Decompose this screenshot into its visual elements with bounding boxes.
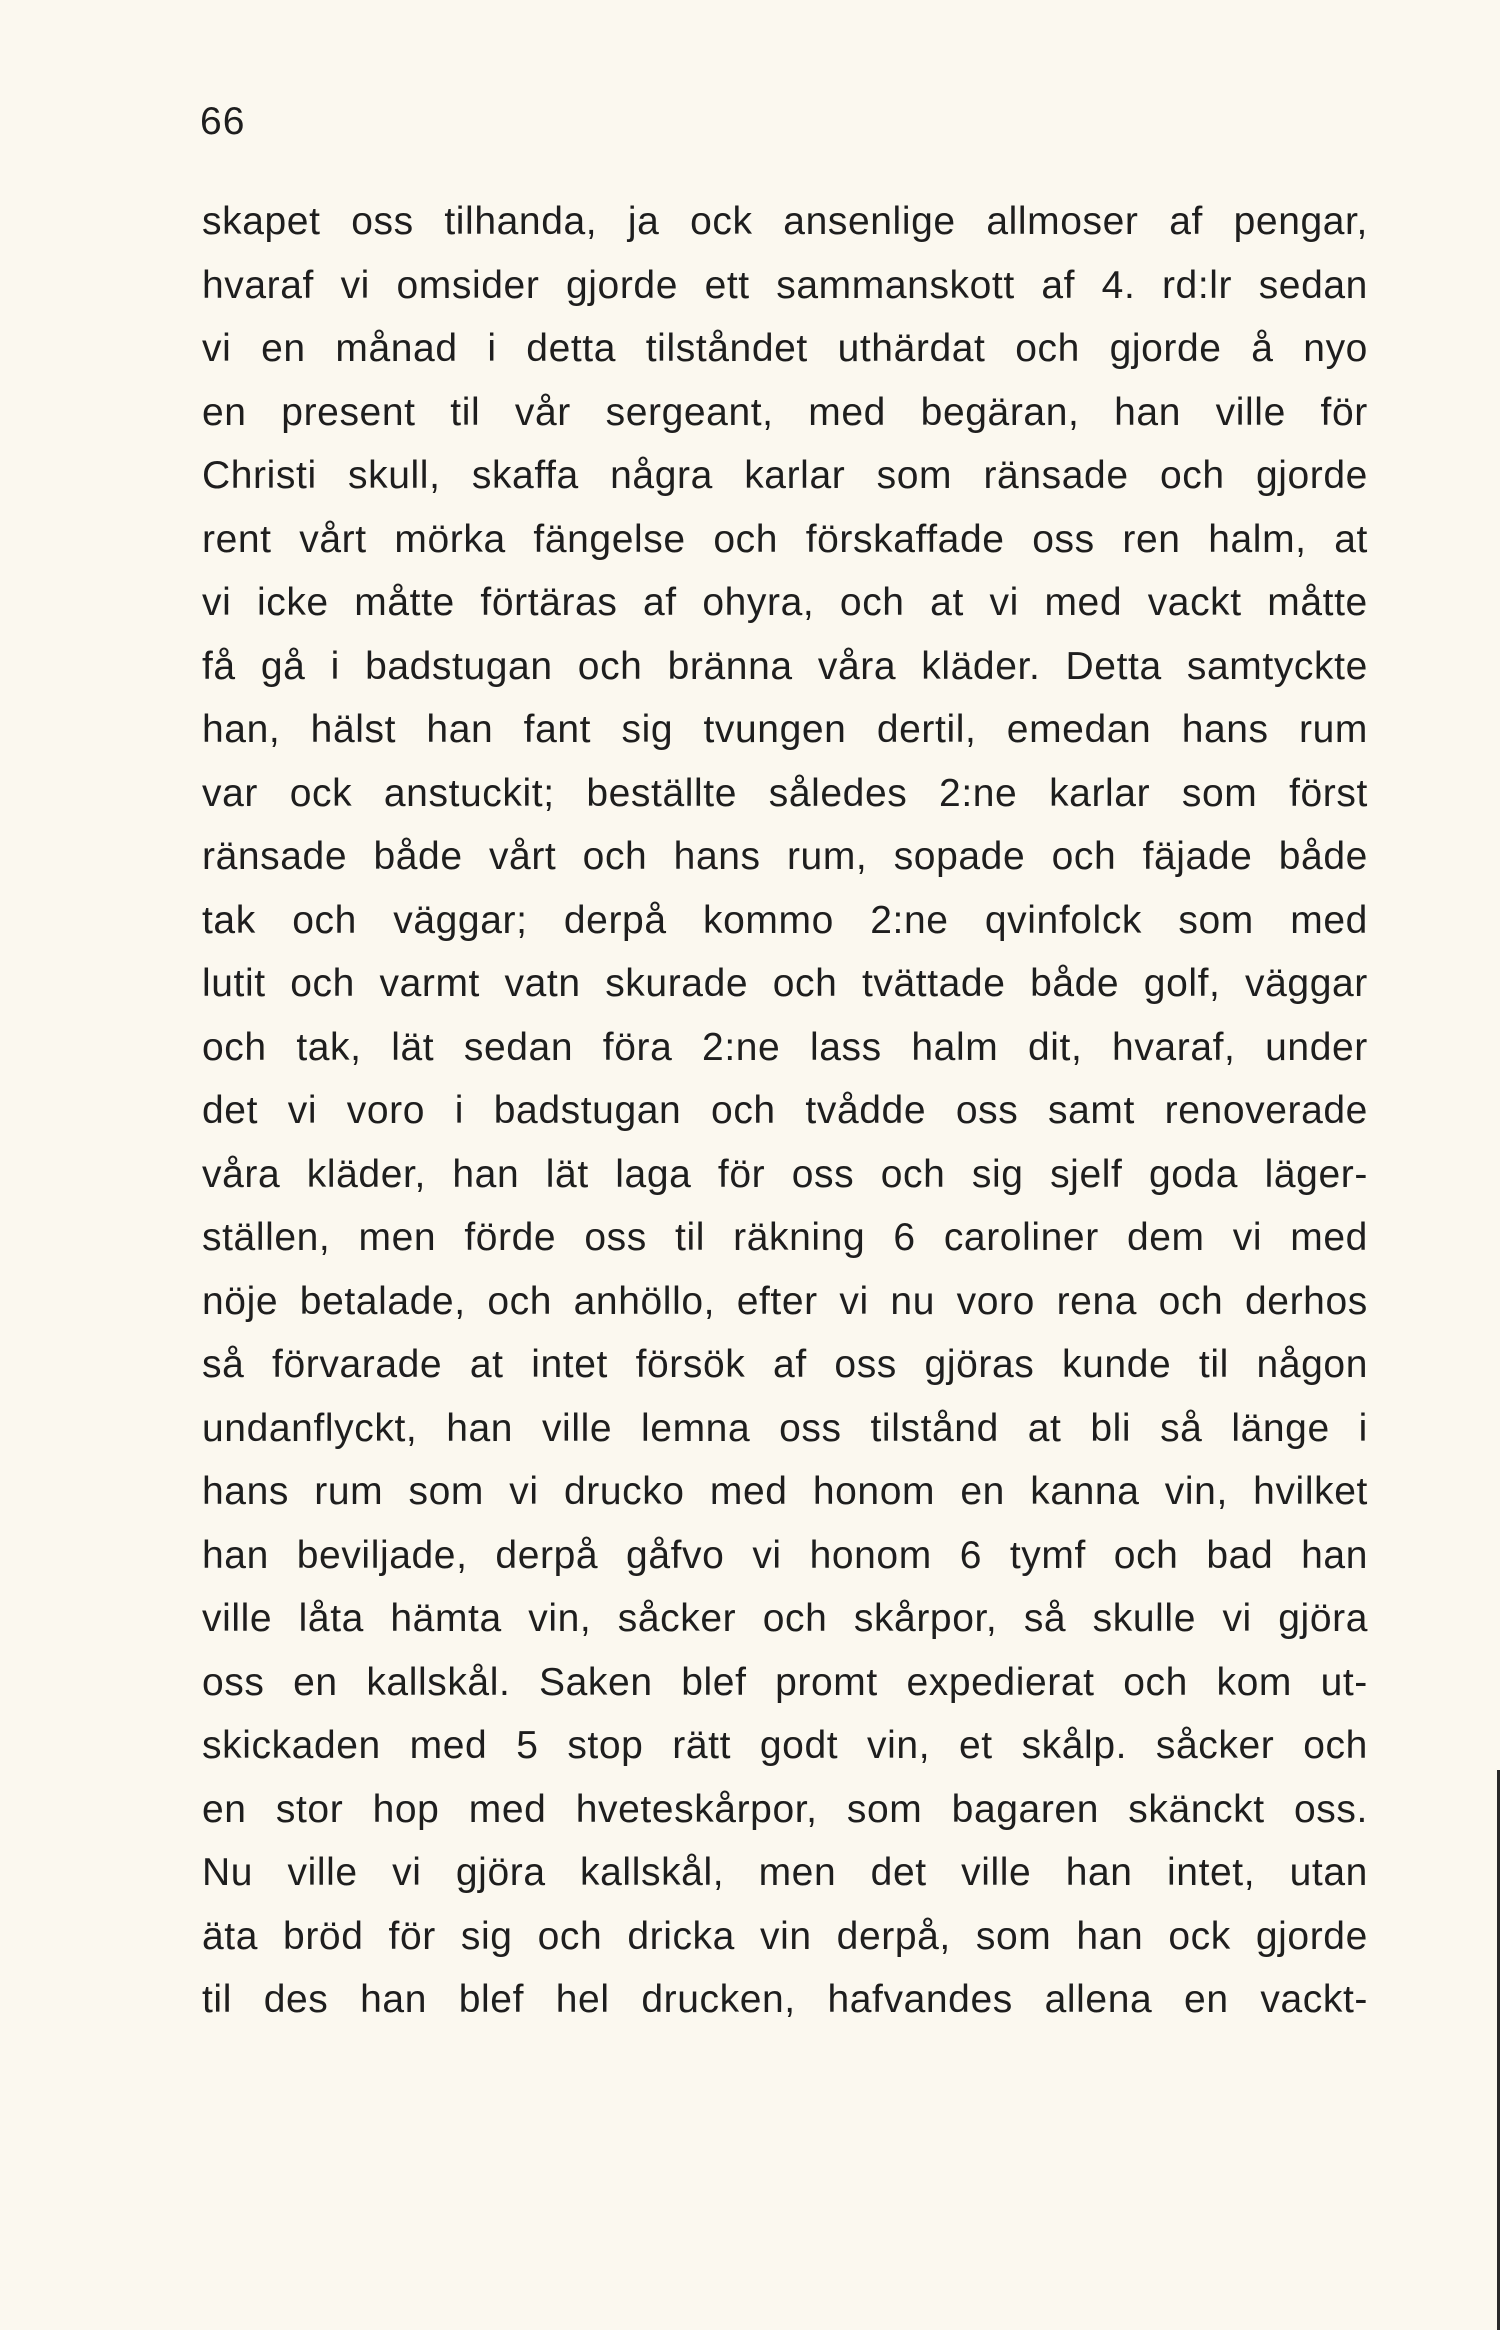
text-line: vi icke måtte förtäras af ohyra, och at vi med vackt måtte xyxy=(202,581,1368,624)
text-line: rent vårt mörka fängelse och förskaffade oss ren halm, at xyxy=(202,517,1368,561)
text-line: så förvarade at intet försök af oss gjöras kunde til någon xyxy=(202,1343,1368,1386)
text-line: få gå i badstugan och bränna våra kläder. Detta samtyckte xyxy=(202,644,1368,688)
text-line: en present til vår sergeant, med begäran, han ville för xyxy=(202,390,1368,434)
text-line: skapet oss tilhanda, ja ock ansenlige allmoser af pengar, xyxy=(202,200,1368,243)
text-line: nöje betalade, och anhöllo, efter vi nu voro rena och derhos xyxy=(202,1279,1368,1323)
text-line: skickaden med 5 stop rätt godt vin, et skålp. såcker och xyxy=(202,1724,1368,1767)
text-line: hvaraf vi omsider gjorde ett sammanskott af 4. rd:lr sedan xyxy=(202,263,1368,307)
text-line: ställen, men förde oss til räkning 6 caroliner dem vi med xyxy=(202,1216,1368,1259)
text-line: var ock anstuckit; beställte således 2:ne karlar som först xyxy=(202,771,1368,815)
text-line: oss en kallskål. Saken blef promt expedierat och kom ut- xyxy=(202,1660,1368,1704)
text-line: hans rum som vi drucko med honom en kanna vin, hvilket xyxy=(202,1470,1368,1513)
body-text xyxy=(202,190,1368,2032)
text-line: ränsade både vårt och hans rum, sopade och fäjade både xyxy=(202,835,1368,878)
text-line: en stor hop med hveteskårpor, som bagaren skänckt oss. xyxy=(202,1787,1368,1831)
text-line: han beviljade, derpå gåfvo vi honom 6 tymf och bad han xyxy=(202,1533,1368,1577)
text-line: undanflyckt, han ville lemna oss tilstånd at bli så länge i xyxy=(202,1406,1368,1450)
text-line: ville låta hämta vin, såcker och skårpor, så skulle vi gjöra xyxy=(202,1597,1368,1640)
text-line: Christi skull, skaffa några karlar som ränsade och gjorde xyxy=(202,454,1368,497)
text-line: lutit och varmt vatn skurade och tvättade både golf, väggar xyxy=(202,962,1368,1005)
text-line: äta bröd för sig och dricka vin derpå, som han ock gjorde xyxy=(202,1914,1368,1958)
text-line: tak och väggar; derpå kommo 2:ne qvinfolck som med xyxy=(202,898,1368,942)
text-line: vi en månad i detta tilståndet uthärdat och gjorde å nyo xyxy=(202,327,1368,370)
text-line: Nu ville vi gjöra kallskål, men det ville han intet, utan xyxy=(202,1851,1368,1894)
text-line: det vi voro i badstugan och tvådde oss samt renoverade xyxy=(202,1089,1368,1132)
page-number: 66 xyxy=(200,100,246,143)
text-line: och tak, lät sedan föra 2:ne lass halm dit, hvaraf, under xyxy=(202,1025,1368,1069)
text-line: våra kläder, han lät laga för oss och sig sjelf goda läger- xyxy=(202,1152,1368,1196)
text-line: han, hälst han fant sig tvungen dertil, emedan hans rum xyxy=(202,708,1368,751)
text-line: til des han blef hel drucken, hafvandes allena en vackt- xyxy=(202,1978,1368,2021)
